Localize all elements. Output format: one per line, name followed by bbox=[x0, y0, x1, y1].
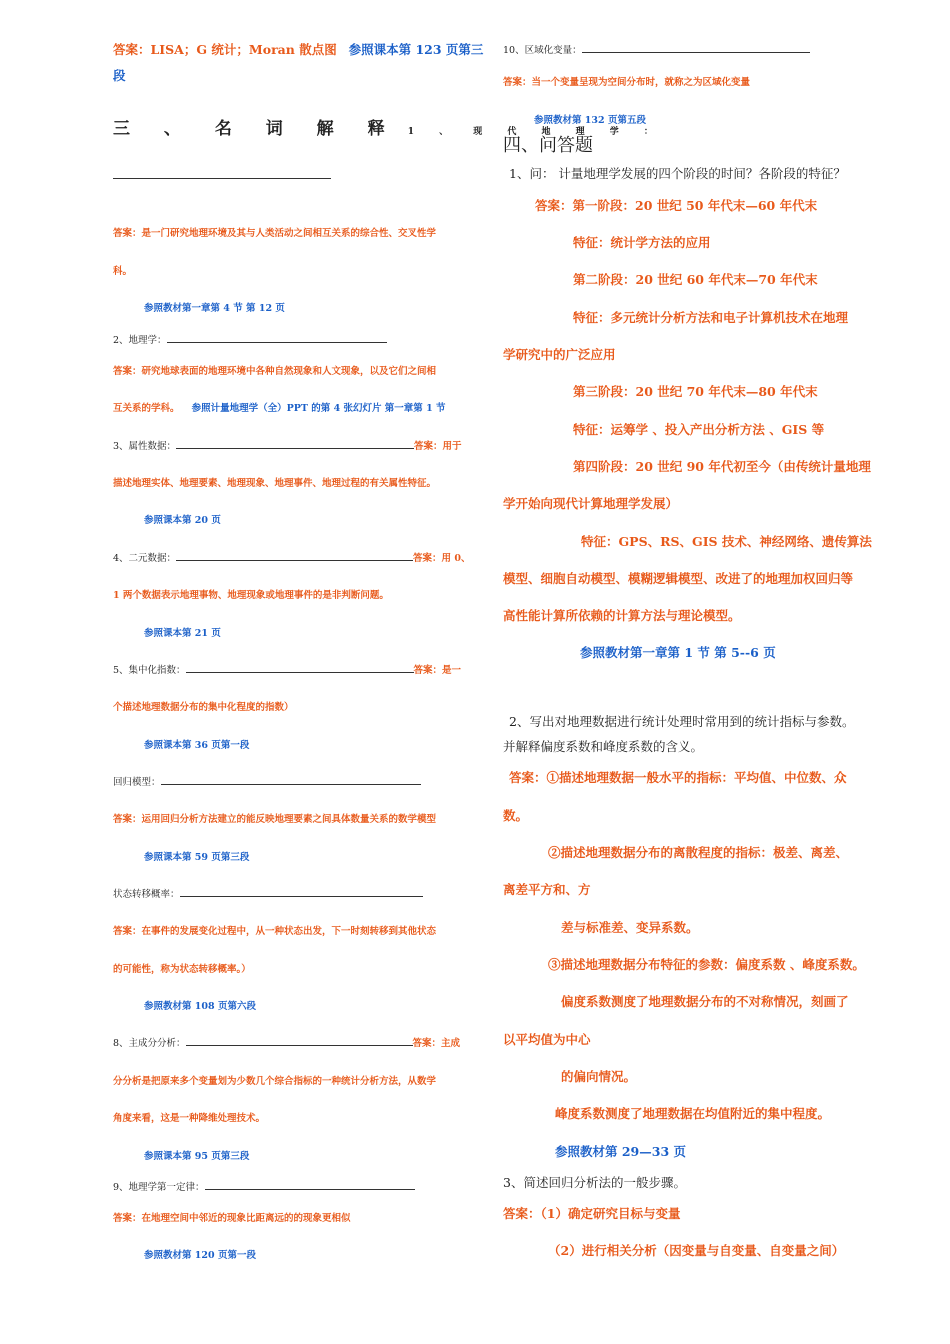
item4-label: 4、二元数据： bbox=[113, 553, 177, 564]
item10-row bbox=[503, 42, 810, 56]
q1-answer-2: 特征：统计学方法的应用 bbox=[573, 235, 711, 250]
q2-text-2: 并解释偏度系数和峰度系数的含义。 bbox=[503, 739, 704, 754]
item9-label: 9、地理学第一定律： bbox=[113, 1182, 205, 1193]
q2-answer-10: 峰度系数测度了地理数据在均值附近的集中程度。 bbox=[555, 1106, 831, 1121]
item3-reference: 参照课本第 20 页 bbox=[144, 515, 221, 526]
section-heading-3: 三 、 名 词 解 释 bbox=[113, 119, 399, 139]
q1-answer-9: 学开始向现代计算地理学发展） bbox=[503, 496, 679, 511]
q2-answer-7: 偏度系数测度了地理数据分布的不对称情况，刻画了 bbox=[561, 994, 849, 1009]
top-answer: 答案：LISA；G 统计；Moran 散点图 bbox=[113, 42, 337, 57]
q3-text: 3、简述回归分析法的一般步骤。 bbox=[503, 1175, 686, 1190]
q2-answer-2: 数。 bbox=[503, 808, 529, 823]
item4-reference: 参照课本第 21 页 bbox=[144, 628, 221, 639]
item8-blank bbox=[186, 1036, 413, 1046]
item10-answer: 答案：当一个变量呈现为空间分布时，就称之为区域化变量 bbox=[503, 77, 751, 88]
item9-row bbox=[113, 1179, 415, 1193]
q2-answer-3: ②描述地理数据分布的离散程度的指标：极差、离差、 bbox=[548, 845, 849, 860]
item5-blank bbox=[186, 663, 414, 673]
q1-answer-12: 高性能计算所依赖的计算方法与理论模型。 bbox=[503, 608, 741, 623]
q1-answer-10: 特征：GPS、RS、GIS 技术、神经网络、遗传算法 bbox=[581, 534, 872, 549]
item7-reference: 参照教材第 108 页第六段 bbox=[144, 1001, 256, 1012]
q1-reference: 参照教材第一章第 1 节 第 5--6 页 bbox=[580, 645, 776, 660]
q1-answer-4: 特征：多元统计分析方法和电子计算机技术在地理 bbox=[573, 310, 849, 325]
item6-row bbox=[113, 774, 421, 788]
item9-answer: 答案：在地理空间中邻近的现象比距离远的的现象更相似 bbox=[113, 1213, 351, 1224]
item5-reference: 参照课本第 36 页第一段 bbox=[144, 740, 250, 751]
item9-reference: 参照教材第 120 页第一段 bbox=[144, 1250, 256, 1261]
q1-answer-7: 特征：运筹学 、投入产出分析方法 、GIS 等 bbox=[573, 422, 825, 437]
q1-answer-3: 第二阶段：20 世纪 60 年代末—70 年代末 bbox=[573, 272, 818, 287]
item3-row bbox=[113, 438, 462, 452]
item10-label: 10、区域化变量： bbox=[503, 45, 582, 56]
item4-answer-1: 答案：用 0、 bbox=[413, 553, 471, 564]
item2-reference: 参照计量地理学（全）PPT 的第 4 张幻灯片 第一章第 1 节 bbox=[191, 403, 446, 414]
item8-answer-3: 角度来看，这是一种降维处理技术。 bbox=[113, 1113, 266, 1124]
item5-answer-2: 个描述地理数据分布的集中化程度的指数） bbox=[113, 702, 294, 713]
item4-answer-2: 1 两个数据表示地理事物、地理现象或地理事件的是非判断问题。 bbox=[113, 590, 389, 601]
top-answer-row bbox=[113, 40, 483, 58]
item10-blank bbox=[582, 43, 810, 53]
item1-blank-row bbox=[113, 164, 331, 183]
q2-reference: 参照教材第 29—33 页 bbox=[555, 1144, 686, 1159]
item1-label: 1 、 现 代 地 理 学 ： bbox=[407, 127, 664, 137]
item10-reference: 参照教材第 132 页第五段 bbox=[534, 115, 646, 126]
item9-blank bbox=[205, 1180, 415, 1190]
q1-answer-5: 学研究中的广泛应用 bbox=[503, 347, 616, 362]
item2-blank bbox=[167, 333, 387, 343]
item5-label: 5、集中化指数： bbox=[113, 665, 186, 676]
item6-reference: 参照课本第 59 页第三段 bbox=[144, 852, 250, 863]
q2-answer-6: ③描述地理数据分布特征的参数：偏度系数 、峰度系数。 bbox=[548, 957, 865, 972]
item2-answer-row bbox=[113, 400, 446, 414]
q1-answer-11: 模型、细胞自动模型、模糊逻辑模型、改进了的地理加权回归等 bbox=[503, 571, 854, 586]
item1-blank bbox=[113, 169, 331, 179]
q2-answer-5: 差与标准差、变异系数。 bbox=[561, 920, 699, 935]
item6-blank bbox=[161, 775, 421, 785]
item8-answer-1: 答案：主成 bbox=[412, 1038, 461, 1049]
q2-text-1: 2、写出对地理数据进行统计处理时常用到的统计指标与参数。 bbox=[509, 714, 855, 729]
item4-blank bbox=[176, 551, 413, 561]
item1-answer-2: 科。 bbox=[113, 266, 133, 277]
item2-label: 2、地理学： bbox=[113, 335, 167, 346]
item1-answer-1: 答案：是一门研究地理环境及其与人类活动之间相互关系的综合性、交叉性学 bbox=[113, 228, 437, 239]
top-reference: 参照课本第 123 页第三 bbox=[348, 42, 484, 57]
item6-label: 回归模型： bbox=[113, 777, 161, 788]
q1-text: 1、问： 计量地理学发展的四个阶段的时间？各阶段的特征？ bbox=[509, 166, 846, 181]
item3-answer-1: 答案：用于 bbox=[414, 441, 462, 452]
section-heading-4: 四、问答题 bbox=[503, 135, 593, 156]
item2-answer-2: 互关系的学科。 bbox=[113, 403, 180, 414]
q1-answer-8: 第四阶段：20 世纪 90 年代初至今（由传统计量地理 bbox=[573, 459, 871, 474]
item8-answer-2: 分分析是把原来多个变量划为少数几个综合指标的一种统计分析方法，从数学 bbox=[113, 1076, 437, 1087]
item8-row bbox=[113, 1035, 460, 1049]
item3-blank bbox=[176, 439, 414, 449]
item1-reference: 参照教材第一章第 4 节 第 12 页 bbox=[144, 303, 285, 314]
item7-answer-2: 的可能性，称为状态转移概率。） bbox=[113, 964, 251, 975]
q2-answer-9: 的偏向情况。 bbox=[561, 1069, 637, 1084]
q1-answer-1: 答案：第一阶段：20 世纪 50 年代末—60 年代末 bbox=[535, 198, 818, 213]
item5-row bbox=[113, 662, 461, 676]
item7-answer-1: 答案：在事件的发展变化过程中，从一种状态出发，下一时刻转移到其他状态 bbox=[113, 926, 437, 937]
item8-reference: 参照课本第 95 页第三段 bbox=[144, 1151, 250, 1162]
q3-answer-2: （2）进行相关分析（因变量与自变量、自变量之间） bbox=[548, 1243, 845, 1258]
q3-answer-1: 答案：（1）确定研究目标与变量 bbox=[503, 1206, 681, 1221]
top-reference-cont: 段 bbox=[113, 68, 126, 83]
q2-answer-8: 以平均值为中心 bbox=[503, 1032, 591, 1047]
item5-answer-1: 答案：是一 bbox=[413, 665, 462, 676]
item3-answer-2: 描述地理实体、地理要素、地理现象、地理事件、地理过程的有关属性特征。 bbox=[113, 478, 437, 489]
q2-answer-4: 离差平方和、方 bbox=[503, 882, 591, 897]
item8-label: 8、主成分分析： bbox=[113, 1038, 186, 1049]
item2-row bbox=[113, 332, 387, 346]
item6-answer: 答案：运用回归分析方法建立的能反映地理要素之间具体数量关系的数学模型 bbox=[113, 814, 437, 825]
item2-answer-1: 答案：研究地球表面的地理环境中各种自然现象和人文现象，以及它们之间相 bbox=[113, 366, 437, 377]
item3-label: 3、属性数据： bbox=[113, 441, 177, 452]
q1-answer-6: 第三阶段：20 世纪 70 年代末—80 年代末 bbox=[573, 384, 818, 399]
item7-label: 状态转移概率： bbox=[113, 889, 180, 900]
item7-row bbox=[113, 886, 423, 900]
item7-blank bbox=[180, 887, 423, 897]
q2-answer-1: 答案：①描述地理数据一般水平的指标：平均值、中位数、众 bbox=[509, 770, 847, 785]
item4-row bbox=[113, 550, 470, 564]
